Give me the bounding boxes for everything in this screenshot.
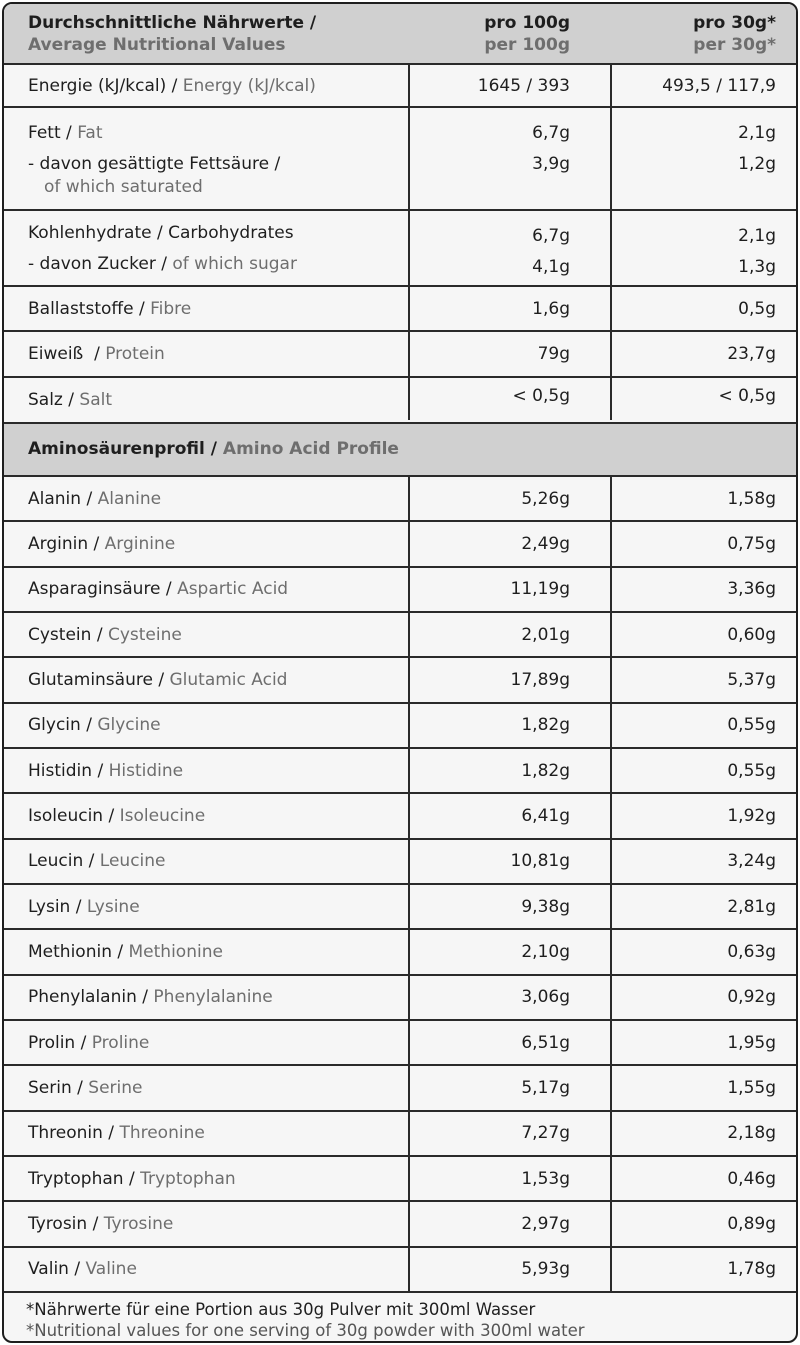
value-per-100g: 79g [537,344,570,364]
row-salt [4,378,796,424]
footnote-de: *Nährwerte für eine Portion aus 30g Pulver mit 300ml Wasser [26,1300,536,1319]
row-label: Salz / Salt [28,390,113,410]
value-per-100g: 2,97g [521,1213,570,1234]
value-per-30g: 0,63g [727,941,776,962]
amino-row [4,568,796,613]
header-title-de: Durchschnittliche Nährwerte / [28,13,317,33]
amino-name: Isoleucin / Isoleucine [28,805,206,826]
amino-row [4,840,796,885]
column-divider [610,477,612,1291]
value-per-100g: 11,19g [510,579,570,600]
value-per-30g: 1,95g [727,1032,776,1053]
amino-row [4,1112,796,1157]
column-divider [408,65,410,420]
amino-name: Phenylalanin / Phenylalanine [28,987,273,1008]
value-per-100g: 5,26g [521,488,570,509]
amino-row [4,885,796,930]
header-title-en: Average Nutritional Values [28,35,286,55]
amino-row [4,1021,796,1066]
footnote-en: *Nutritional values for one serving of 30g powder with 300ml water [26,1321,585,1340]
value-per-30g: 0,5g [738,299,776,319]
value-per-30g: 0,75g [727,533,776,554]
value-per-30g: 0,89g [727,1213,776,1234]
amino-name: Cystein / Cysteine [28,624,182,645]
row-label: Ballaststoffe / Fibre [28,299,192,319]
value-per-30g: 0,92g [727,987,776,1008]
amino-row [4,522,796,567]
value-per-30g: 5,37g [727,669,776,690]
amino-row [4,1202,796,1247]
value-per-30g: 0,60g [727,624,776,645]
amino-name: Lysin / Lysine [28,896,140,917]
value-per-30g: 0,46g [727,1168,776,1189]
row-label-saturated-en: of which saturated [44,177,203,197]
value-per-100g: < 0,5g [512,386,570,406]
value-per-100g: 1,82g [521,715,570,736]
value-per-30g: 1,78g [727,1259,776,1280]
value-per-30g: 1,2g [738,154,776,174]
value-per-30g: 2,81g [727,896,776,917]
header-col2-en: per 30g* [693,35,776,55]
value-per-100g: 6,7g [532,226,570,246]
amino-name: Methionin / Methionine [28,941,223,962]
amino-row [4,658,796,703]
header-col1-de: pro 100g [484,13,570,33]
value-per-100g: 1,6g [532,299,570,319]
amino-row [4,1248,796,1293]
row-fibre [4,287,796,332]
value-per-100g: 3,9g [532,154,570,174]
value-per-30g: 3,36g [727,579,776,600]
value-per-100g: 6,41g [521,805,570,826]
value-per-100g: 1645 / 393 [477,76,570,96]
amino-acid-header [4,424,796,477]
value-per-100g: 1,53g [521,1168,570,1189]
amino-name: Threonin / Threonine [28,1123,205,1144]
column-divider [610,65,612,420]
row-label: Energie (kJ/kcal) / Energy (kJ/kcal) [28,76,316,96]
value-per-30g: 2,1g [738,226,776,246]
value-per-30g: 493,5 / 117,9 [662,76,776,96]
row-label-saturated: - davon gesättigte Fettsäure / [28,154,281,174]
amino-row [4,976,796,1021]
amino-row [4,749,796,794]
value-per-100g: 2,01g [521,624,570,645]
value-per-100g: 17,89g [510,669,570,690]
amino-name: Leucin / Leucine [28,851,166,872]
value-per-30g: 3,24g [727,851,776,872]
value-per-30g: 1,58g [727,488,776,509]
row-carbohydrates [4,211,796,287]
amino-row [4,704,796,749]
value-per-30g: 2,1g [738,123,776,143]
value-per-100g: 1,82g [521,760,570,781]
amino-name: Tyrosin / Tyrosine [28,1213,174,1234]
amino-row [4,477,796,522]
value-per-30g: 0,55g [727,760,776,781]
value-per-100g: 3,06g [521,987,570,1008]
amino-name: Prolin / Proline [28,1032,150,1053]
nutrition-table [2,2,798,1343]
value-per-100g: 6,7g [532,123,570,143]
header-col2-de: pro 30g* [693,13,776,33]
value-per-100g: 2,49g [521,533,570,554]
value-per-100g: 2,10g [521,941,570,962]
table-header [4,4,796,65]
value-per-100g: 7,27g [521,1123,570,1144]
amino-row [4,1157,796,1202]
value-per-100g: 5,17g [521,1077,570,1098]
amino-name: Histidin / Histidine [28,760,184,781]
value-per-30g: 1,3g [738,257,776,277]
value-per-100g: 4,1g [532,257,570,277]
value-per-30g: 2,18g [727,1123,776,1144]
amino-name: Arginin / Arginine [28,533,176,554]
amino-row [4,1066,796,1111]
row-label-sugar: - davon Zucker / of which sugar [28,254,297,274]
amino-name: Asparaginsäure / Aspartic Acid [28,579,289,600]
value-per-30g: 1,55g [727,1077,776,1098]
value-per-100g: 10,81g [510,851,570,872]
amino-header-label: Aminosäurenprofil / Amino Acid Profile [28,439,399,459]
value-per-30g: < 0,5g [718,386,776,406]
value-per-100g: 9,38g [521,896,570,917]
amino-name: Glutaminsäure / Glutamic Acid [28,669,288,690]
row-protein [4,332,796,378]
amino-name: Glycin / Glycine [28,715,161,736]
value-per-30g: 0,55g [727,715,776,736]
value-per-30g: 1,92g [727,805,776,826]
value-per-100g: 6,51g [521,1032,570,1053]
header-col1-en: per 100g [484,35,570,55]
column-divider [408,477,410,1291]
row-energy [4,65,796,108]
amino-row [4,613,796,658]
amino-name: Valin / Valine [28,1259,137,1280]
value-per-100g: 5,93g [521,1259,570,1280]
row-label: Kohlenhydrate / Carbohydrates [28,223,294,243]
value-per-30g: 23,7g [727,344,776,364]
amino-name: Tryptophan / Tryptophan [28,1168,236,1189]
amino-name: Alanin / Alanine [28,488,162,509]
amino-row [4,930,796,975]
amino-name: Serin / Serine [28,1077,143,1098]
row-fat [4,108,796,211]
row-label: Eiweiß / Protein [28,344,165,364]
row-label: Fett / Fat [28,123,103,143]
amino-row [4,794,796,839]
